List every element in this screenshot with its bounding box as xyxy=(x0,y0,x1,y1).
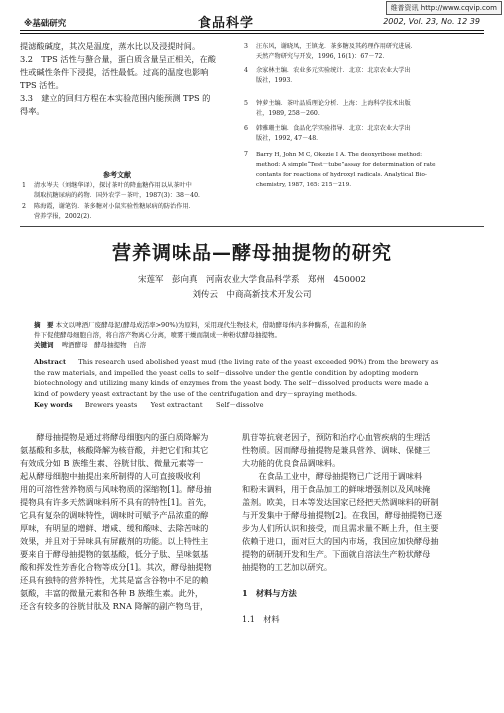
author-line: 宋莲军 彭向真 河南农业大学食品科学系 郑州 450002 xyxy=(138,275,366,285)
conclusion-line: 性或碱性条件下浸提，活性最低。过高的温度也影响 xyxy=(20,67,209,77)
abstract-en-line: biotechnology and utilizing many kinds of enzymes from the yeast body. The self－dissolved products were made a xyxy=(34,379,429,387)
references-heading: 参考文献 xyxy=(103,170,131,179)
abstract-en-line: the raw materials, and impelled the yeast cells to self－dissolve under the gentle condition by adopting modern xyxy=(34,368,419,377)
conclusion-line: TPS 活性。 xyxy=(20,80,64,90)
abstract-en-line: This research used abolished yeast mud (the living rate of the yeast exceeded 90%) from the brewery as xyxy=(78,358,439,366)
keywords-en-label: Key words xyxy=(34,401,73,409)
body-line: 还具有独特的营养特性，尤其是富含谷物中不足的赖 xyxy=(20,575,209,585)
body-line: 厚味，有明显的增鲜、增咸、缓和酸味、去除苦味的 xyxy=(20,523,209,533)
body-line: 氨基酸和多肽，核酸降解为核苷酸，并把它们和其它 xyxy=(20,445,209,455)
reference-line: 制取抗糖尿病的药物．国外农学－茶叶，1987(3)：38－40． xyxy=(34,192,205,199)
reference-line: 版社，1993． xyxy=(256,77,297,84)
body-line: 盖剂。欧美，日本等发达国家已经把天然调味料的研制 xyxy=(242,497,439,507)
body-line: 起从酵母细胞中抽提出来所制得的人可直接吸收利 xyxy=(20,471,201,481)
section-heading: 1 材料与方法 xyxy=(242,588,297,598)
body-line: 有效成分如 B 族维生素、谷胱甘肽、微量元素等一 xyxy=(20,458,204,468)
conclusion-text xyxy=(20,40,240,118)
body-line: 大功能的优良食品调味料。 xyxy=(242,458,341,468)
reference-number: 2 xyxy=(22,203,26,210)
reference-line: contants for reactions of hydroxyl radicals. Analytical Bio- xyxy=(256,172,427,178)
body-line: 酵母抽提物是通过将酵母细胞内的蛋白质降解为 xyxy=(36,432,209,442)
reference-number: 4 xyxy=(244,67,248,74)
body-line: 抽提物的工艺加以研究。 xyxy=(242,562,333,572)
header-rule-thick xyxy=(20,30,484,31)
body-right-column xyxy=(242,431,474,626)
reference-number: 1 xyxy=(22,182,26,189)
body-line: 提物具有许多天然调味料所不具有的特性[1]。首先， xyxy=(20,497,212,507)
section-tag: ※基础研究 xyxy=(24,19,67,29)
abstract-en-line: kind of powdery yeast extractant by the use of the centrifugation and dry－spraying methods. xyxy=(34,389,358,398)
reference-line: 清水岑夫（刘继华译），探讨茶叶的降血糖作用以从茶叶中 xyxy=(34,182,192,189)
journal-title: 食品科学 xyxy=(198,16,255,31)
reference-line: 版社，1992, 47－48． xyxy=(256,135,323,142)
reference-line: 钟萝主编．茶叶品质理论分析．上海：上海科学技术出版 xyxy=(256,100,411,107)
body-line: 效果，并且对于异味具有屏蔽剂的功能。以上特性主 xyxy=(20,536,209,546)
body-line: 和粉末调料，用于食品加工的鲜味增强剂以及风味掩 xyxy=(242,484,431,494)
keywords-cn: 啤酒酵母 酵母抽提物 自溶 xyxy=(61,341,147,349)
body-line: 依赖于进口，面对巨大的国内市场，我国应加快酵母抽 xyxy=(242,536,439,546)
body-line: 肌苷等抗衰老因子，预防和治疗心血管疾病的生理活 xyxy=(242,432,431,442)
reference-line: 社，1989, 258－260． xyxy=(256,110,325,117)
body-line: 步为人们所认识和接受，而且需求量不断上升，但主要 xyxy=(242,523,439,533)
body-line: 在食品工业中，酵母抽提物已广泛用于调味料 xyxy=(258,471,423,481)
journal-issue: 2002, Vol. 23, No. 12 39 xyxy=(383,17,480,26)
body-line: 要来自于酵母抽提物的氨基酸，低分子肽、呈味氨基 xyxy=(20,549,209,559)
reference-line: 韩雅珊主编．食品化学实验指导．北京：北京农业大学出 xyxy=(256,125,411,132)
body-line: 提物的研制开发和生产。下面就自溶法生产粉状酵母 xyxy=(242,549,431,559)
body-line: 性物质。因而酵母抽提物是兼具营养、调味、保健三 xyxy=(242,445,431,455)
reference-number: 3 xyxy=(244,43,248,50)
reference-line: method: A simple“Test－tube”assay for determination of rate xyxy=(256,162,436,168)
reference-line: chemistry, 1987, 165: 215－219. xyxy=(256,182,352,188)
subsection-heading: 1.1 材料 xyxy=(242,614,280,624)
conclusion-line: 提滤酸碱度，其次是温度，蒸水比以及浸提时间。 xyxy=(20,41,201,51)
abstract-cn-label: 摘 要 xyxy=(34,321,54,329)
reference-line: 营养学报，2002(2)． xyxy=(34,213,96,220)
body-line: 与开发集中于酵母抽提物[2]。在我国，酵母抽提物已逐 xyxy=(242,510,442,520)
header-rule-thin xyxy=(20,33,484,34)
keywords-cn-label: 关键词 xyxy=(34,341,54,349)
reference-number: 7 xyxy=(244,151,248,158)
conclusion-line: 得率。 xyxy=(20,106,45,116)
reference-line: 汪东风，谢晓凤，王镇龙．茶多糖及其药理作用研究进展． xyxy=(256,43,417,50)
body-line: 还含有较多的谷胱甘肽及 RNA 降解的副产物鸟苷， xyxy=(20,601,209,611)
keywords-en: Brewers yeasts Yest extractant Self－dissolve xyxy=(84,401,264,409)
reference-line: 余家林主编．农业多元实验统计．北京：北京农业大学出 xyxy=(256,67,411,74)
article-title: 营养调味品—酵母抽提物的研究 xyxy=(111,242,392,264)
abstract-en xyxy=(34,357,474,411)
author-line: 刘传云 中商高新技术开发公司 xyxy=(192,290,312,300)
body-line: 酸和挥发性芳香化合物等成分[1]。其次，酵母抽提物 xyxy=(20,562,212,572)
body-line: 它具有复杂的调味特性，调味时可赋予产品浓重的醇 xyxy=(20,510,209,520)
abstract-cn xyxy=(34,320,474,350)
body-left-column xyxy=(20,431,232,613)
reference-line: 陈海霞，谢笔钧．茶多糖对小鼠实验性糖尿病的防治作用． xyxy=(34,203,195,210)
conclusion-line: 3.2 TPS 活性与螯合量，蛋白质含量呈正相关，在酸 xyxy=(20,54,216,64)
abstract-cn-line: 件下促使酵母细胞自溶，将自溶产物离心分离，喷雾干燥而制成一种粉状酵母抽提物。 xyxy=(34,331,281,339)
reference-line: Barry H, John M C, Okezie I A. The deoxyribose method: xyxy=(256,152,423,158)
watermark: 维普资讯 http://www.cqvip.com xyxy=(386,1,502,15)
body-line: 氨酸，丰富的微量元素和各种 B 族维生素。此外， xyxy=(20,588,204,598)
reference-line: 天然产物研究与开发，1996, 16(1)：67－72． xyxy=(256,53,389,60)
abstract-en-label: Abstract xyxy=(34,358,67,366)
conclusion-line: 3.3 建立的回归方程在本实验范围内能预测 TPS 的 xyxy=(20,93,211,103)
body-line: 用的可溶性营养物质与风味物质的深缩物[1]。酵母抽 xyxy=(20,484,212,494)
reference-number: 6 xyxy=(244,125,248,132)
reference-number: 5 xyxy=(244,100,248,107)
section-divider xyxy=(20,226,484,227)
abstract-cn-line: 本文以啤酒厂废酵母泥(酵母成活率>90%)为原料，采用现代生物技术，借助酵母体内多种酶系，在温和的条 xyxy=(55,321,367,329)
